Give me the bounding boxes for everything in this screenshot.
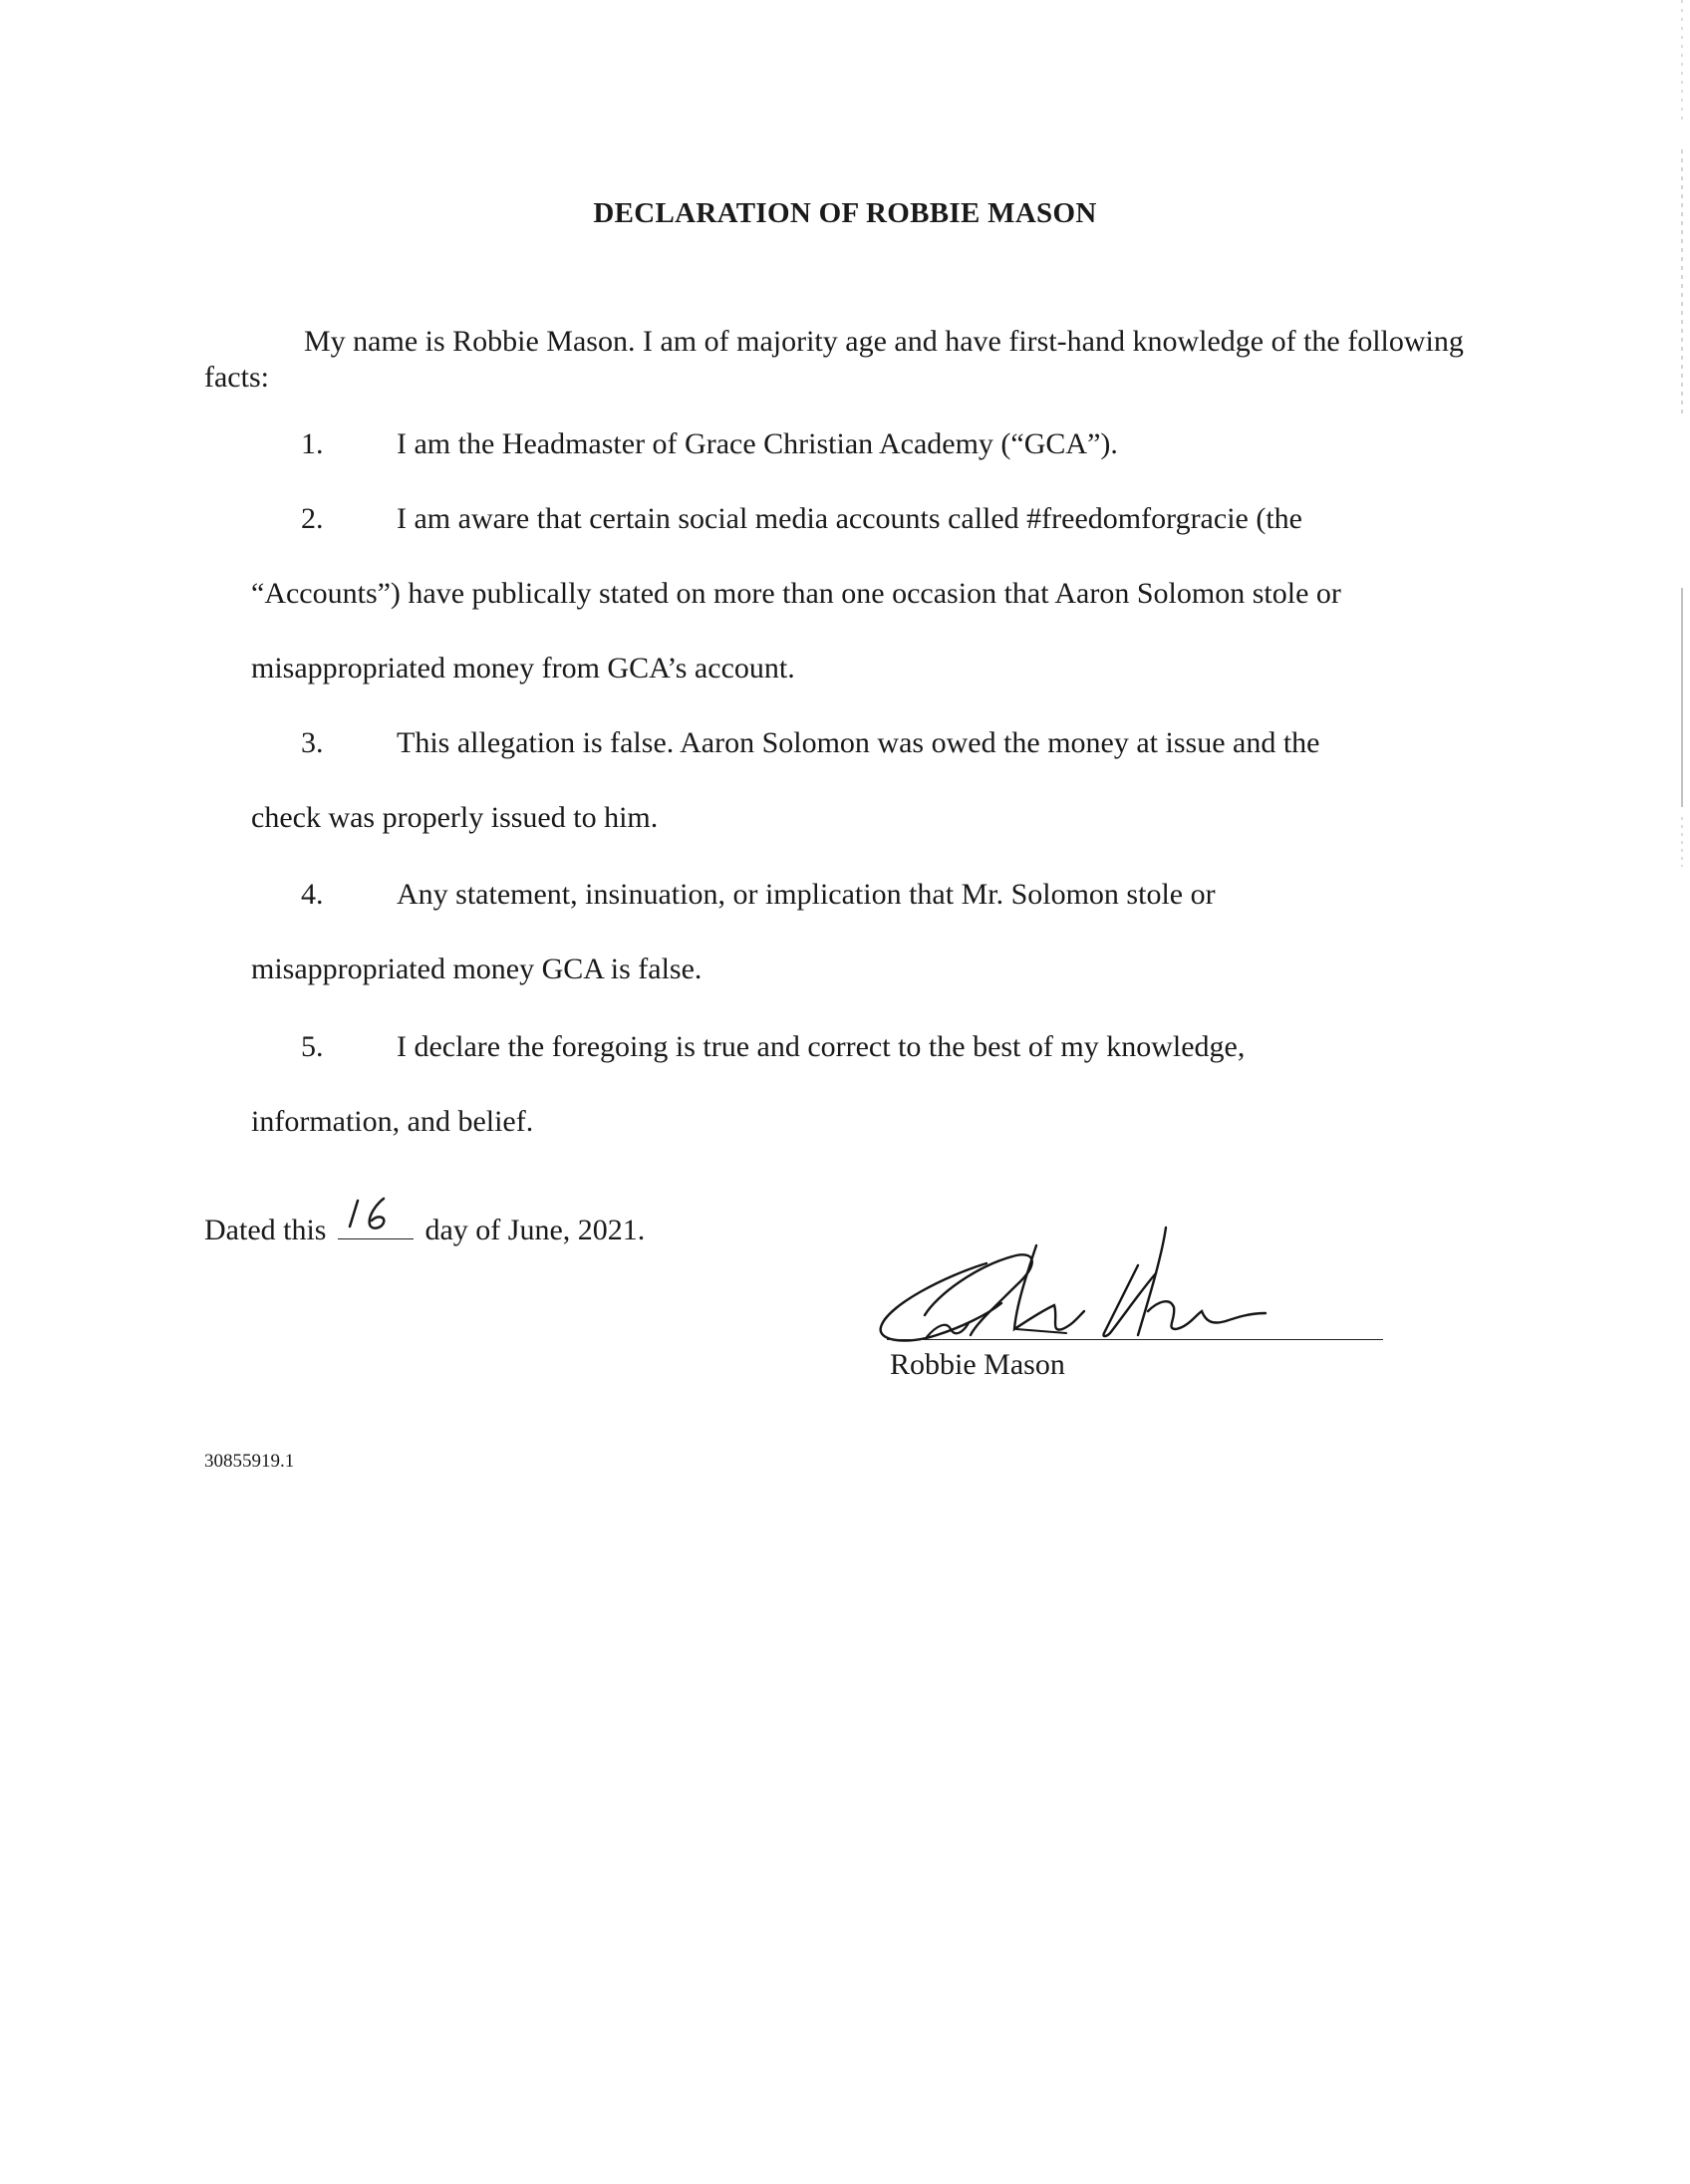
signature-line bbox=[887, 1339, 1383, 1340]
item-2-line-3: misappropriated money from GCA’s account. bbox=[251, 652, 795, 684]
document-title: DECLARATION OF ROBBIE MASON bbox=[593, 197, 1097, 229]
signatory-name: Robbie Mason bbox=[890, 1348, 1065, 1381]
document-id: 30855919.1 bbox=[204, 1451, 295, 1472]
item-2-line-1: I am aware that certain social media accounts called #freedomforgracie (the bbox=[397, 502, 1302, 535]
signature bbox=[867, 1226, 1385, 1355]
item-2-line-2: “Accounts”) have publically stated on more than one occasion that Aaron Solomon stole or bbox=[251, 577, 1341, 610]
item-number-5: 5. bbox=[301, 1030, 324, 1063]
item-number-4: 4. bbox=[301, 878, 324, 911]
item-5-line-2: information, and belief. bbox=[251, 1105, 534, 1138]
item-number-3: 3. bbox=[301, 726, 324, 759]
dated-line bbox=[204, 1209, 645, 1248]
item-4-line-2: misappropriated money GCA is false. bbox=[251, 953, 703, 985]
dated-suffix: day of June, 2021. bbox=[424, 1214, 646, 1246]
item-5-line-1: I declare the foregoing is true and correct to the best of my knowledge, bbox=[397, 1030, 1246, 1063]
dated-prefix: Dated this bbox=[204, 1214, 327, 1246]
scan-edge-marks-icon bbox=[1670, 0, 1690, 897]
item-number-1: 1. bbox=[301, 427, 324, 460]
item-3-line-1: This allegation is false. Aaron Solomon was owed the money at issue and the bbox=[397, 726, 1320, 759]
date-blank bbox=[338, 1209, 414, 1239]
handwritten-signature-icon bbox=[867, 1226, 1385, 1355]
item-number-2: 2. bbox=[301, 502, 324, 535]
intro-paragraph: My name is Robbie Mason. I am of majority age and have first-hand knowledge of the following facts: bbox=[204, 325, 1464, 394]
item-3-line-2: check was properly issued to him. bbox=[251, 801, 659, 834]
handwritten-day-icon bbox=[346, 1195, 406, 1238]
item-4-line-1: Any statement, insinuation, or implication that Mr. Solomon stole or bbox=[397, 878, 1216, 911]
item-1-line-1: I am the Headmaster of Grace Christian Academy (“GCA”). bbox=[397, 427, 1118, 460]
